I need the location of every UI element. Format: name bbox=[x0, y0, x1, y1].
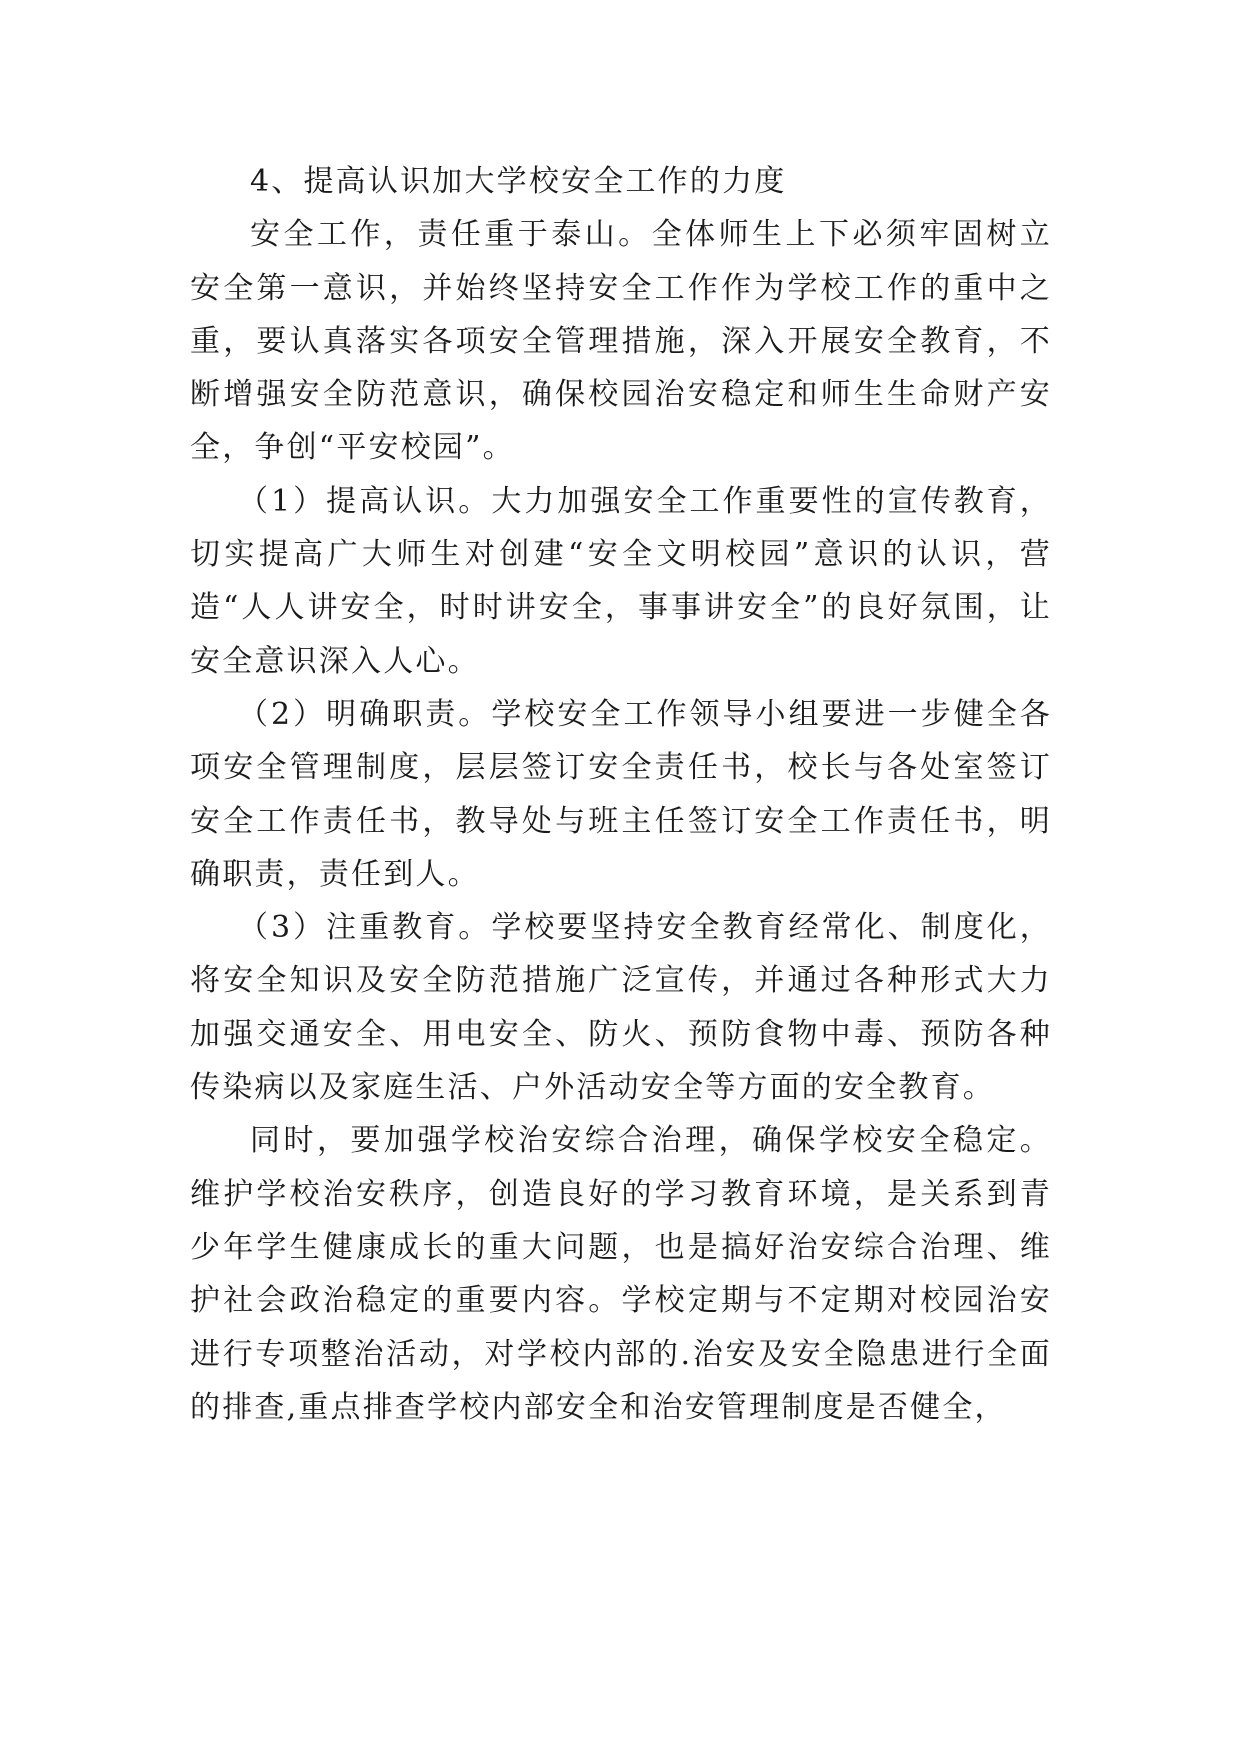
paragraph-item-2: （2）明确职责。学校安全工作领导小组要进一步健全各项安全管理制度，层层签订安全责任书，校长与各处室签订安全工作责任书，教导处与班主任签订安全工作责任书，明确职责，责任到人。 bbox=[190, 696, 1052, 892]
paragraph-intro: 安全工作，责任重于泰山。全体师生上下必须牢固树立安全第一意识，并始终坚持安全工作作为学校工作的重中之重，要认真落实各项安全管理措施，深入开展安全教育，不断增强安全防范意识，确保校园治安稳定和师生生命财产安全，争创“平安校园”。 bbox=[190, 217, 1052, 466]
paragraph-item-3: （3）注重教育。学校要坚持安全教育经常化、制度化，将安全知识及安全防范措施广泛宣传，并通过各种形式大力加强交通安全、用电安全、防火、预防食物中毒、预防各种传染病以及家庭生活、户外活动安全等方面的安全教育。 bbox=[190, 910, 1052, 1106]
paragraph-item-1: （1）提高认识。大力加强安全工作重要性的宣传教育，切实提高广大师生对创建“安全文明校园”意识的认识，营造“人人讲安全，时时讲安全，事事讲安全”的良好氛围，让安全意识深入人心。 bbox=[190, 483, 1052, 679]
section-heading: 4、提高认识加大学校安全工作的力度 bbox=[250, 164, 787, 199]
paragraph-security: 同时，要加强学校治安综合治理，确保学校安全稳定。维护学校治安秩序，创造良好的学习教育环境，是关系到青少年学生健康成长的重大问题，也是搞好治安综合治理、维护社会政治稳定的重要内容。学校定期与不定期对校园治安进行专项整治活动，对学校内部的.治安及安全隐患进行全面的排查,重点排查学校内部安全和治安管理制度是否健全， bbox=[190, 1123, 1052, 1425]
document-body bbox=[190, 155, 1052, 1434]
